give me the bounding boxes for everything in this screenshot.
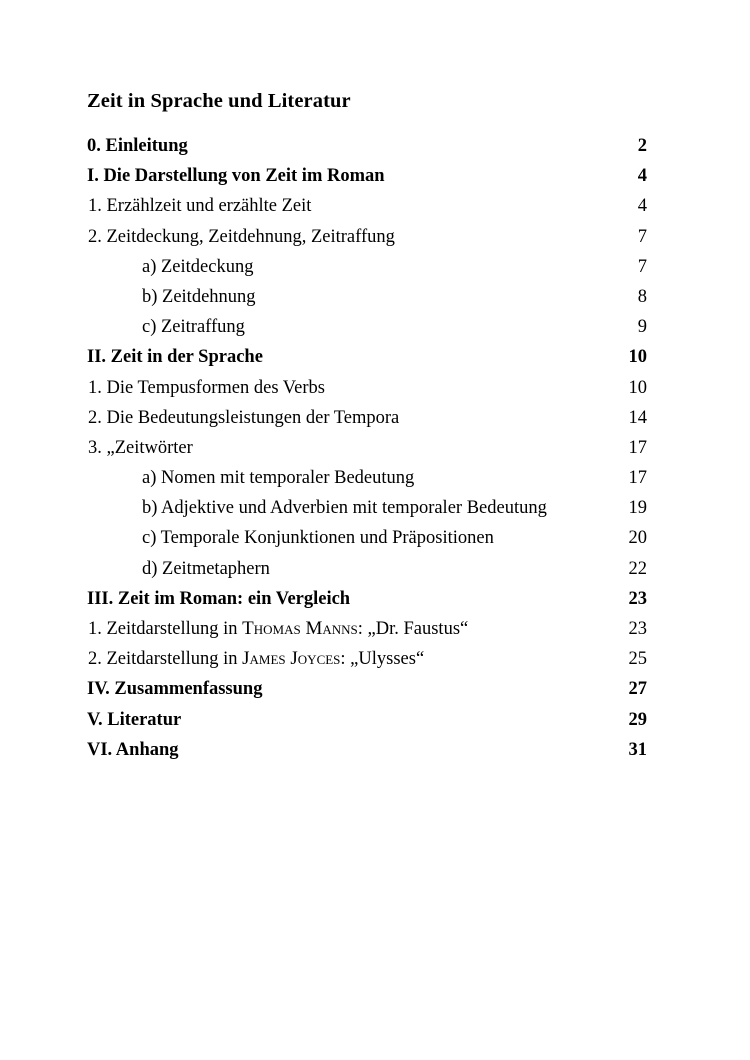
- toc-entry-page-number: 8: [637, 286, 647, 307]
- toc-entry-label: [88, 614, 468, 644]
- toc-entry-label: [88, 644, 424, 674]
- toc-entry-page-number: 31: [628, 739, 647, 760]
- toc-entry-page-number: 10: [628, 347, 647, 368]
- toc-entry-page-number: 17: [628, 468, 647, 489]
- toc-entry[interactable]: [87, 433, 647, 463]
- toc-entry-page-number: 7: [637, 226, 647, 247]
- toc-entry-label: V. Literatur: [87, 709, 182, 730]
- toc-entry[interactable]: [87, 735, 647, 765]
- toc-entry-label: VI. Anhang: [87, 739, 179, 760]
- toc-entry[interactable]: [87, 463, 647, 493]
- toc-entry-label: b) Adjektive und Adverbien mit temporaler Bedeutung: [142, 498, 547, 519]
- toc-entry-label: II. Zeit in der Sprache: [87, 347, 263, 368]
- toc-entry-text: : „Ulysses“: [340, 649, 425, 670]
- toc-entry-page-number: 4: [637, 166, 647, 187]
- toc-entry-label: 2. Die Bedeutungsleistungen der Tempora: [88, 407, 400, 428]
- toc-entry[interactable]: [87, 674, 647, 704]
- toc-entry[interactable]: [87, 493, 647, 523]
- toc-entry[interactable]: [87, 554, 647, 584]
- toc-entry-label: a) Zeitdeckung: [142, 256, 254, 277]
- toc-entry-label: IV. Zusammenfassung: [87, 679, 263, 700]
- toc-entry[interactable]: [87, 131, 647, 161]
- toc-entry-label: 0. Einleitung: [87, 136, 188, 156]
- toc-entry-label: d) Zeitmetaphern: [142, 558, 270, 579]
- toc-entry-label: c) Temporale Konjunktionen und Präpositionen: [142, 528, 494, 549]
- toc-entry-page-number: 14: [628, 407, 647, 428]
- toc-entry-label: b) Zeitdehnung: [142, 286, 256, 307]
- toc-entry-label: 1. Erzählzeit und erzählte Zeit: [88, 196, 312, 217]
- table-of-contents: [87, 131, 647, 765]
- toc-entry-author: Thomas Manns: [242, 618, 358, 639]
- toc-entry-page-number: 23: [628, 619, 647, 639]
- toc-entry-page-number: 20: [628, 528, 647, 549]
- toc-entry-page-number: 4: [637, 196, 647, 217]
- toc-entry-text: : „Dr. Faustus“: [357, 619, 469, 639]
- toc-entry-label: 3. „Zeitwörter: [88, 437, 193, 458]
- toc-entry-page-number: 23: [628, 588, 647, 609]
- toc-entry-page-number: 10: [628, 377, 647, 398]
- toc-entry-page-number: 25: [628, 649, 647, 670]
- toc-entry[interactable]: [87, 191, 647, 221]
- toc-entry[interactable]: [87, 523, 647, 553]
- toc-entry[interactable]: [87, 161, 647, 191]
- toc-entry[interactable]: [87, 312, 647, 342]
- toc-entry-page-number: 19: [628, 498, 647, 519]
- toc-entry-author: James Joyces: [242, 648, 341, 670]
- toc-entry[interactable]: [87, 584, 647, 614]
- toc-entry[interactable]: [87, 252, 647, 282]
- toc-entry-page-number: 22: [628, 558, 647, 579]
- toc-entry[interactable]: [87, 373, 647, 403]
- toc-entry-label: a) Nomen mit temporaler Bedeutung: [142, 468, 415, 489]
- toc-entry-label: c) Zeitraffung: [142, 317, 245, 338]
- toc-entry-page-number: 17: [628, 437, 647, 458]
- toc-entry[interactable]: [87, 403, 647, 433]
- toc-entry-label: 2. Zeitdeckung, Zeitdehnung, Zeitraffung: [88, 226, 395, 247]
- toc-entry[interactable]: [87, 342, 647, 372]
- toc-entry-page-number: 2: [637, 136, 647, 156]
- toc-entry-label: III. Zeit im Roman: ein Vergleich: [87, 588, 351, 609]
- toc-entry-page-number: 27: [628, 679, 647, 700]
- toc-entry-page-number: 29: [628, 709, 647, 730]
- page-title: Zeit in Sprache und Literatur: [87, 90, 351, 112]
- toc-entry[interactable]: [87, 614, 647, 644]
- toc-entry-label: 1. Die Tempusformen des Verbs: [88, 377, 325, 398]
- toc-entry[interactable]: [87, 222, 647, 252]
- toc-entry[interactable]: [87, 282, 647, 312]
- toc-entry-text: 1. Zeitdarstellung in: [88, 619, 243, 639]
- toc-entry[interactable]: [87, 644, 647, 674]
- toc-entry-text: 2. Zeitdarstellung in: [88, 649, 243, 670]
- toc-entry-page-number: 7: [637, 256, 647, 277]
- toc-entry[interactable]: [87, 705, 647, 735]
- toc-entry-page-number: 9: [637, 317, 647, 338]
- toc-entry-label: I. Die Darstellung von Zeit im Roman: [87, 166, 385, 187]
